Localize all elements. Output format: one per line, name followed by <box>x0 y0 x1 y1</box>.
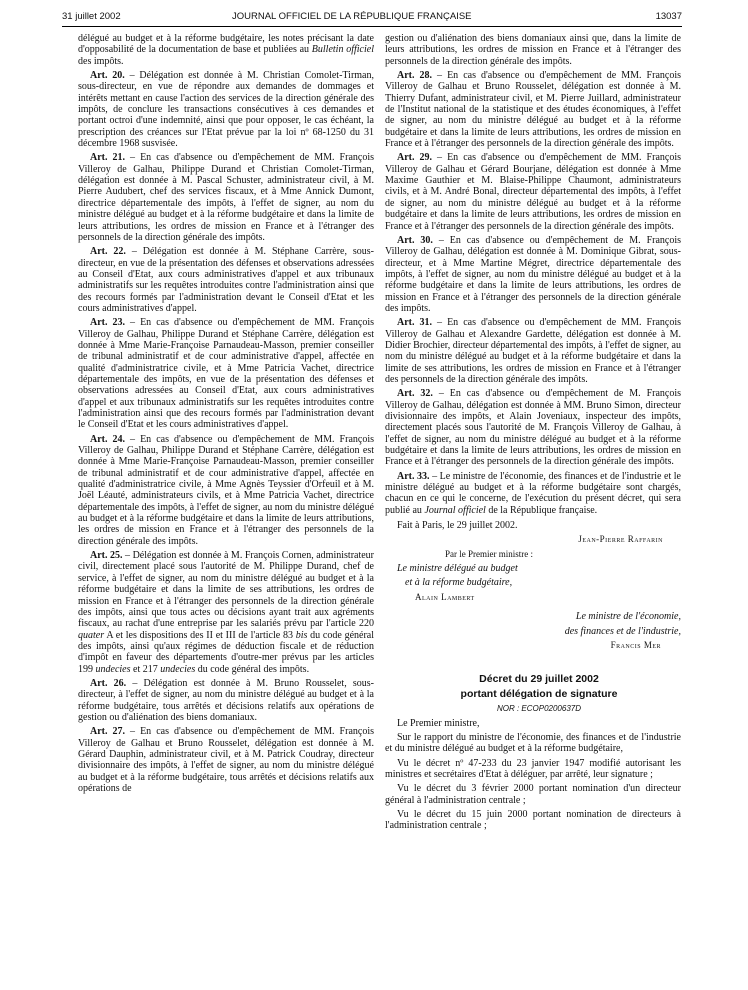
article-20: Art. 20. – Délégation est donnée à M. Christian Comolet-Tirman, sous-directeur, en vue de répondre aux demandes de dommages et intérêts mettant en cause l'action des services de la direction générale des impôts, de conclure les transactions consécutives à ces demandes et portant octroi d'une indemnité, ainsi que pour opposer, le cas échéant, la prescription des créances sur l'Etat prévue par la loi nº 68-1250 du 31 décembre 1968 susvisée. <box>78 70 374 150</box>
article-30: Art. 30. – En cas d'absence ou d'empêchement de M. François Villeroy de Galhau, délégation est donnée à M. Dominique Gibrat, sous-directeur, et à Mme Martine Mégret, directrice départementale des impôts, à l'effet de signer, au nom du ministre délégué au budget et à la réforme budgétaire et dans la limite de leurs attributions, les ordres de mission en France et à l'étranger des personnels de la direction générale des impôts. <box>385 234 682 314</box>
article-26: Art. 26. – Délégation est donnée à M. Bruno Rousselet, sous-directeur, à l'effet de signer, au nom du ministre délégué au budget et à la réforme budgétaire, tous arrêtés et décisions relatifs aux opérations de gestion ou d'aliénation des biens domaniaux. <box>78 677 374 723</box>
article-33: Art. 33. – Le ministre de l'économie, des finances et de l'industrie et le ministre délégué au budget et à la réforme budgétaire sont chargés, chacun en ce qui le concerne, de l'exécution du présent décret, qui sera publié au Journal officiel de la République française. <box>385 470 681 516</box>
decree-line: Le Premier ministre, <box>397 717 480 729</box>
header-page-number: 13037 <box>655 11 682 22</box>
left-column <box>78 33 374 797</box>
signature-francis-mer: Francis Mer <box>610 639 661 650</box>
decree-subtitle: portant délégation de signature <box>460 688 618 701</box>
paragraph: délégué au budget et à la réforme budgétaire, les notes précisant la date d'opposabilité de la documentation de base et publiées au Bulletin officiel des impôts. <box>78 33 374 67</box>
decree-line: Sur le rapport du ministre de l'économie, des finances et de l'industrie et du ministre délégué au budget et à la réforme budgétaire, <box>385 731 681 755</box>
article-22: Art. 22. – Délégation est donnée à M. Stéphane Carrère, sous-directeur, en vue de la présentation des défenses et observations adressées au Conseil d'Etat, aux cours administratives d'appel et aux tribunaux administratifs sur les requêtes introduites contre l'administration ainsi que des recours formés par l'administration devant le Conseil d'Etat et les cours administratives d'appel. <box>78 246 374 314</box>
decree-line: Vu le décret du 15 juin 2000 portant nomination de directeurs à l'administration centrale ; <box>385 808 681 832</box>
article-24: Art. 24. – En cas d'absence ou d'empêchement de MM. François Villeroy de Galhau, Philippe Durand et Stéphane Carrère, délégation est donnée à Mme Marie-Françoise Parnaudeau-Masson, premier conseiller de tribunal administratif et de cour administrative d'appel, affectée en qualité d'administratrice civile, à Mme Agnès Teyssier d'Orfeuil et à M. Joël Léauté, administrateurs civils, et à Mme Patricia Vachet, directrice départementale des impôts, à l'effet de signer, au nom du ministre délégué au budget et à la réforme budgétaire et dans la limite de leurs attributions, les ordres de mission en France et à l'étranger des personnels de la direction générale des impôts. <box>78 433 374 547</box>
running-header <box>62 11 682 25</box>
article-29: Art. 29. – En cas d'absence ou d'empêchement de MM. François Villeroy de Galhau et Gérard Bourjane, délégation est donnée à Mme Maxime Gauthier et M. Blaise-Philippe Chaumont, administrateurs civils, et à M. André Bonal, directeur départemental des impôts, à l'effet de signer, au nom du ministre délégué au budget et à la réforme budgétaire et dans la limite de leurs attributions, les ordres de mission en France et à l'étranger des personnels de la direction générale des impôts. <box>385 152 681 232</box>
decree-title: Décret du 29 juillet 2002 <box>479 673 599 686</box>
header-title: JOURNAL OFFICIEL DE LA RÉPUBLIQUE FRANÇAISE <box>232 11 472 22</box>
fait-a-paris: Fait à Paris, le 29 juillet 2002. <box>397 520 518 532</box>
article-32: Art. 32. – En cas d'absence ou d'empêchement de M. François Villeroy de Galhau, délégation est donnée à MM. Bruno Simon, directeur divisionnaire des impôts, et Alain Joveniaux, inspecteur des impôts, directement placés sous l'autorité de M. François Villeroy de Galhau, à l'effet de signer, au nom du ministre délégué au budget et à la réforme budgétaire et dans la limite de leurs attributions, les ordres de mission en France et à l'étranger des personnels de la direction générale des impôts. <box>385 388 682 468</box>
article-23: Art. 23. – En cas d'absence ou d'empêchement de MM. François Villeroy de Galhau, Philippe Durand et Stéphane Carrère, délégation est donnée à Mme Marie-Françoise Parnaudeau-Masson, premier conseiller de tribunal administratif et de cour administrative d'appel, affectée en qualité d'administratrice civile, et à Mme Patricia Vachet, directrice départementale des impôts, en vue de la présentation des défenses et observations adressées au Conseil d'Etat, aux cours administratives d'appel et aux tribunaux administratifs sur les requêtes introduites contre l'administration ainsi que des recours formés par l'administration devant le Conseil d'Etat et les cours administratives d'appel. <box>78 317 374 431</box>
article-25: Art. 25. – Délégation est donnée à M. François Cornen, administrateur civil, directement placé sous l'autorité de M. Philippe Durand, chef de service, à l'effet de signer, au nom du ministre délégué au budget et à la réforme budgétaire et dans la limite de ses attributions, les ordres de mission en France et à l'étranger des personnels de la direction générale des impôts, ainsi que tous actes ou décisions ayant trait aux agréments fiscaux, au rachat d'une entreprise par les salariés prévu par l'article 220 quater A et les dispositions des II et III de l'article 83 bis du code général des impôts, ainsi qu'aux régimes de déduction fiscale et de réduction d'impôt en faveur des départements d'outre-mer prévus par les articles 199 undecies et 217 undecies du code général des impôts. <box>78 550 375 675</box>
minister-budget-title: et à la réforme budgétaire, <box>405 577 513 589</box>
decree-line: Vu le décret du 3 février 2000 portant nomination d'un directeur général à l'administration centrale ; <box>385 783 681 806</box>
paragraph: gestion ou d'aliénation des biens domaniaux ainsi que, dans la limite de leurs attributions, les ordres de mission en France et à l'étranger des personnels de la direction générale des impôts. <box>385 33 681 67</box>
header-rule <box>62 26 682 27</box>
right-column <box>385 33 681 835</box>
article-28: Art. 28. – En cas d'absence ou d'empêchement de MM. François Villeroy de Galhau et Bruno Rousselet, délégation est donnée à M. Thierry Dufant, administrateur civil, et M. Pierre Juillard, administrateur de l'Institut national de la statistique et des études économiques, à l'effet de signer, au nom du ministre délégué au budget et à la réforme budgétaire et dans la limite de leurs attributions, les ordres de mission en France et à l'étranger des personnels de la direction générale des impôts. <box>385 70 681 150</box>
article-31: Art. 31. – En cas d'absence ou d'empêchement de MM. François Villeroy de Galhau et Alexandre Gardette, délégation est donnée à M. Didier Brochier, directeur départemental des impôts, à l'effet de signer, au nom du ministre délégué au budget et à la réforme budgétaire et dans la limite de ses attributions, les ordres de mission en France et à l'étranger des personnels de la direction générale des impôts. <box>385 317 681 385</box>
nor-reference: NOR : ECOP0200637D <box>496 704 582 714</box>
minister-economy-title: Le ministre de l'économie, <box>575 611 681 623</box>
article-21: Art. 21. – En cas d'absence ou d'empêchement de MM. François Villeroy de Galhau, Philippe Durand et Christian Comolet-Tirman, délégation est donnée à M. Pascal Schuster, administrateur civil, à M. Pierre Audubert, chef des services fiscaux, et à Mme Annick Dumont, directrice départementale des impôts, à l'effet de signer, au nom du ministre délégué au budget et à la réforme budgétaire et dans la limite de leurs attributions, les ordres de mission en France et à l'étranger des personnels de la direction générale des impôts. <box>78 152 374 243</box>
article-27: Art. 27. – En cas d'absence ou d'empêchement de MM. François Villeroy de Galhau et Bruno Rousselet, délégation est donnée à M. Gérard Dauphin, administrateur civil, et à M. Patrick Coudray, directeur divisionnaire des impôts, à l'effet de signer, au nom du ministre délégué au budget et à la réforme budgétaire, tous arrêtés et décisions relatifs aux opérations de <box>78 726 374 794</box>
signature-prime-minister: Jean-Pierre Raffarin <box>578 534 663 545</box>
minister-economy-title: des finances et de l'industrie, <box>564 625 681 637</box>
header-date: 31 juillet 2002 <box>62 11 121 22</box>
par-le-premier-ministre: Par le Premier ministre : <box>445 548 533 559</box>
minister-budget-title: Le ministre délégué au budget <box>397 563 518 575</box>
decree-line: Vu le décret nº 47-233 du 23 janvier 1947 modifié autorisant les ministres et secrétaires d'Etat à déléguer, par arrêté, leur signature ; <box>385 757 681 780</box>
signature-alain-lambert: Alain Lambert <box>415 591 475 602</box>
